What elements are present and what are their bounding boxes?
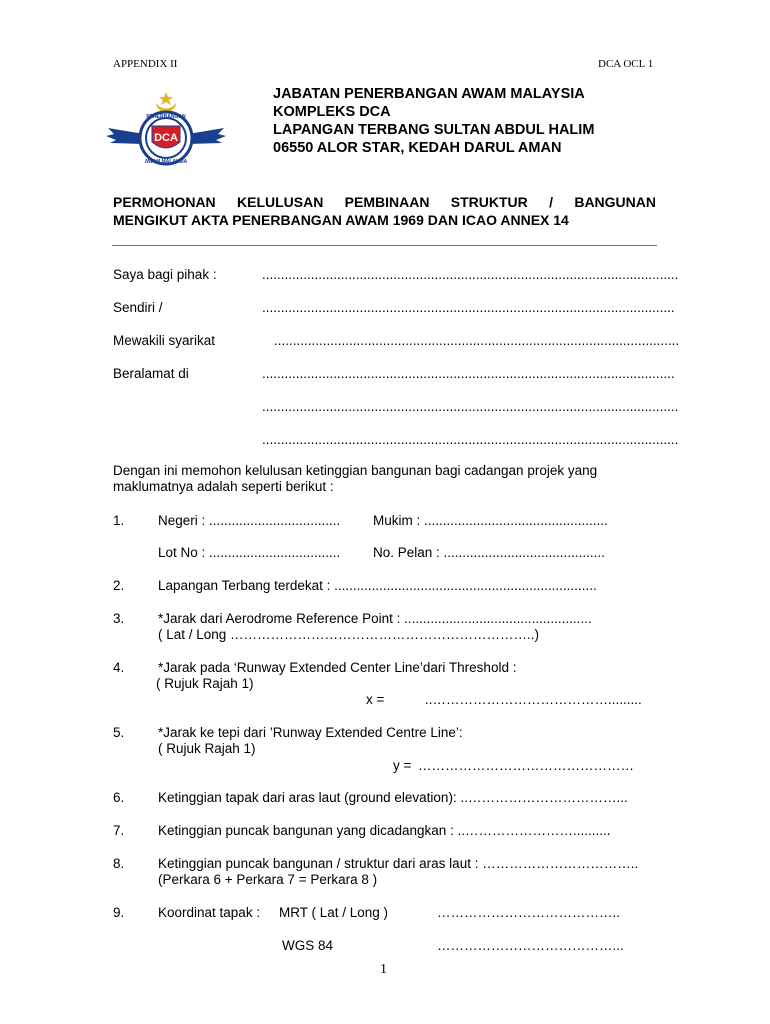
ring-text-top: PENERBANGAN <box>146 114 186 120</box>
lapangan-field[interactable]: Lapangan Terbang terdekat : ...................................................................... <box>158 578 597 593</box>
item-9-number: 9. <box>113 905 125 920</box>
item-7-number: 7. <box>113 823 125 838</box>
x-label: x = <box>366 692 385 707</box>
item-2-number: 2. <box>113 578 125 593</box>
alamat-field-1[interactable]: .............................................................................................................. <box>262 366 675 381</box>
left-wing-icon <box>106 128 144 144</box>
jarak-threshold-label: *Jarak pada ‘Runway Extended Center Line’dari Threshold : <box>158 660 517 675</box>
jarak-arp-field[interactable]: *Jarak dari Aerodrome Reference Point : .................................................. <box>158 611 592 626</box>
lot-field[interactable]: Lot No : ................................... <box>158 545 341 560</box>
appendix-label: APPENDIX II <box>113 58 178 70</box>
wgs-field[interactable]: …………………………………... <box>437 938 624 953</box>
emblem-text: DCA <box>154 132 178 144</box>
dca-logo-icon <box>104 92 228 170</box>
koordinat-label: Koordinat tapak : <box>158 905 261 920</box>
item-5-number: 5. <box>113 725 125 740</box>
wgs-label: WGS 84 <box>282 938 334 953</box>
puncak-laut-field[interactable]: Ketinggian puncak bangunan / struktur dari aras laut : …………………………….. <box>158 856 639 871</box>
item-3-number: 3. <box>113 611 125 626</box>
y-field[interactable]: ………………………………………… <box>418 758 634 773</box>
mukim-field[interactable]: Mukim : ................................................. <box>373 513 608 528</box>
rujuk-rajah-label-2: ( Rujuk Rajah 1) <box>158 741 256 756</box>
ring-text-bottom: AWAM MALAYSIA <box>144 159 188 165</box>
alamat-label: Beralamat di <box>113 366 189 381</box>
negeri-field[interactable]: Negeri : ................................... <box>158 513 341 528</box>
sendiri-label: Sendiri / <box>113 300 163 315</box>
item-1-number: 1. <box>113 513 125 528</box>
rujuk-rajah-label-1: ( Rujuk Rajah 1) <box>156 676 254 691</box>
sendiri-field[interactable]: .............................................................................................................. <box>262 300 675 315</box>
mrt-label: MRT ( Lat / Long ) <box>279 905 389 920</box>
org-line-3: LAPANGAN TERBANG SULTAN ABDUL HALIM <box>273 122 595 138</box>
pelan-field[interactable]: No. Pelan : ........................................... <box>373 545 605 560</box>
saya-field[interactable]: ............................................................................................................... <box>262 267 679 282</box>
alamat-field-2[interactable]: ............................................................................................................... <box>262 399 679 414</box>
alamat-field-3[interactable]: ............................................................................................................... <box>262 432 679 447</box>
form-code: DCA OCL 1 <box>598 58 654 70</box>
y-label: y = <box>393 758 412 773</box>
item-8-number: 8. <box>113 856 125 871</box>
item-4-number: 4. <box>113 660 125 675</box>
mewakili-label: Mewakili syarikat <box>113 333 216 348</box>
intro-line-1: Dengan ini memohon kelulusan ketinggian bangunan bagi cadangan projek yang <box>113 463 598 478</box>
x-field[interactable]: ..…………………………………......... <box>425 692 642 707</box>
saya-label: Saya bagi pihak : <box>113 267 217 282</box>
mewakili-field[interactable]: ............................................................................................................ <box>274 333 680 348</box>
jarak-tepi-label: *Jarak ke tepi dari ’Runway Extended Centre Line’: <box>158 725 463 740</box>
intro-line-2: maklumatnya adalah seperti berikut : <box>113 479 334 494</box>
org-line-1: JABATAN PENERBANGAN AWAM MALAYSIA <box>273 86 585 102</box>
org-line-4: 06550 ALOR STAR, KEDAH DARUL AMAN <box>273 140 562 156</box>
divider <box>112 245 657 246</box>
lat-long-field[interactable]: ( Lat / Long …………………………………………………………..) <box>158 627 540 642</box>
mrt-field[interactable]: ………………………………….. <box>437 905 621 920</box>
form-title-line-2: MENGIKUT AKTA PENERBANGAN AWAM 1969 DAN ICAO ANNEX 14 <box>113 212 569 228</box>
crest-star-icon <box>159 92 173 105</box>
org-line-2: KOMPLEKS DCA <box>273 104 391 120</box>
page-number: 1 <box>380 962 387 977</box>
item-6-number: 6. <box>113 790 125 805</box>
ground-elevation-field[interactable]: Ketinggian tapak dari aras laut (ground elevation): ..……………………………... <box>158 790 628 805</box>
perkara-note: (Perkara 6 + Perkara 7 = Perkara 8 ) <box>158 872 378 887</box>
right-wing-icon <box>188 128 226 144</box>
puncak-field[interactable]: Ketinggian puncak bangunan yang dicadangkan : ..…………………….......... <box>158 823 611 838</box>
form-title-line-1: PERMOHONAN KELULUSAN PEMBINAAN STRUKTUR / BANGUNAN <box>113 194 656 210</box>
